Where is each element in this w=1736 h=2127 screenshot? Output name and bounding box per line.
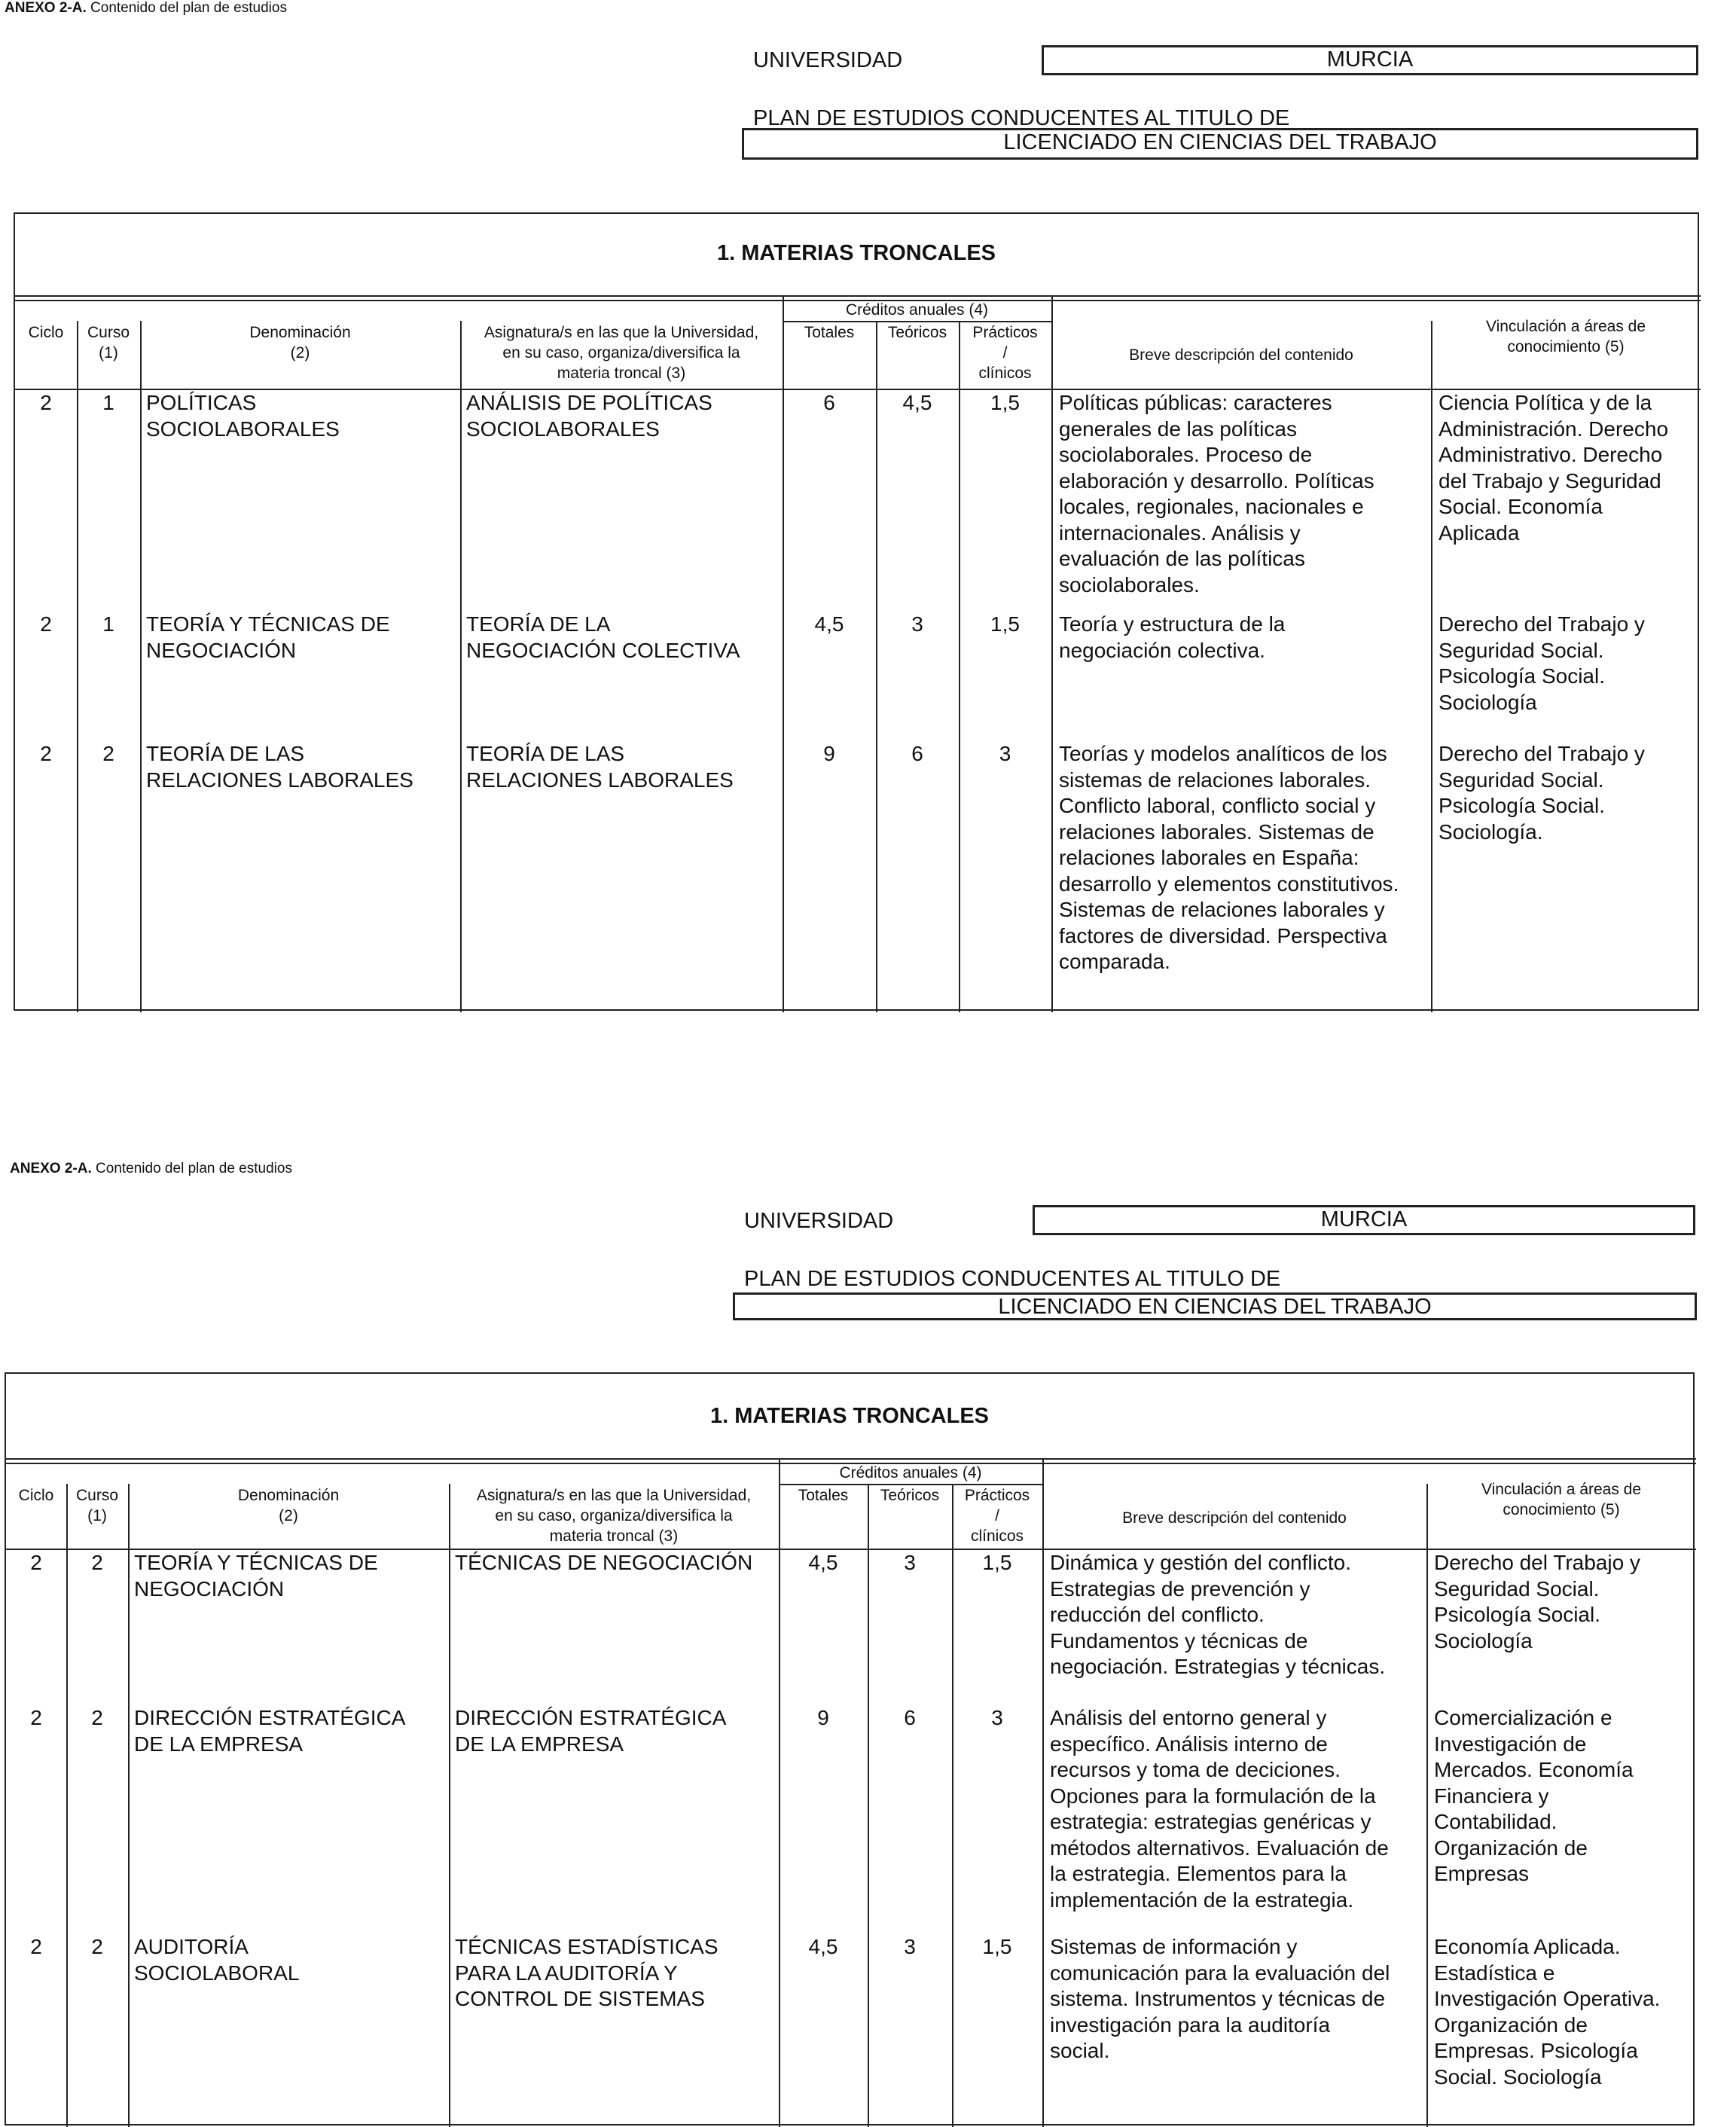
descripcion-cell-line: estrategia: estrategias genéricas y (1050, 1810, 1371, 1833)
teoricos-header: Teóricos (887, 324, 947, 341)
breve-descripcion-header: Breve descripción del contenido (1129, 346, 1353, 364)
column-divider (1431, 321, 1432, 1012)
curso-cell: 2 (102, 742, 114, 765)
ciclo-cell: 2 (30, 1706, 42, 1729)
totales-cell: 9 (823, 742, 835, 765)
asignatura-cell (466, 612, 776, 664)
descripcion-cell-line: sistema. Instrumentos y técnicas de (1050, 1987, 1386, 2010)
descripcion-cell-line: social. (1050, 2039, 1110, 2062)
vinculacion-cell-line: Derecho del Trabajo y (1439, 612, 1645, 636)
vinculacion-cell-line: Administrativo. Derecho (1439, 443, 1663, 466)
practicos-cell: 1,5 (990, 612, 1020, 636)
descripcion-cell (1059, 741, 1425, 975)
curso-header: Curso (87, 324, 130, 341)
denominacion-header: Denominación (249, 324, 351, 341)
vinculacion-cell-line: Seguridad Social. (1434, 1576, 1600, 1601)
vinculacion-cell-line: Financiera y (1434, 1784, 1549, 1808)
vinculacion-cell-line: Seguridad Social. (1439, 638, 1604, 662)
descripcion-cell-line: negociación colectiva. (1059, 638, 1265, 662)
practicos-header: clínicos (978, 365, 1032, 382)
denominacion-note: (2) (290, 344, 310, 362)
vinculacion-cell-line: Derecho del Trabajo y (1434, 1551, 1640, 1574)
asignatura-header: materia troncal (3) (549, 1527, 679, 1545)
ciclo-cell: 2 (40, 612, 52, 636)
curso-cell: 1 (102, 391, 114, 414)
vinculacion-cell-line: Administración. Derecho (1439, 417, 1669, 441)
section-title: 1. MATERIAS TRONCALES (716, 241, 996, 265)
anexo-description: Contenido del plan de estudios (90, 0, 287, 16)
header-rule (6, 1458, 1696, 1460)
vinculacion-cell-line: Organización de (1434, 2013, 1588, 2037)
descripcion-cell-line: factores de diversidad. Perspectiva (1059, 923, 1387, 948)
vinculacion-cell-line: Ciencia Política y de la (1439, 391, 1652, 414)
descripcion-cell (1050, 1934, 1420, 2064)
descripcion-cell-line: negociación. Estrategias y técnicas. (1050, 1655, 1386, 1678)
vinculacion-cell-line: del Trabajo y Seguridad (1439, 468, 1661, 493)
asignatura-cell (455, 1550, 773, 1576)
anexo-heading (5, 0, 287, 17)
asignatura-cell-line: TEORÍA DE LA (466, 612, 611, 636)
ciclo-cell: 2 (40, 742, 52, 765)
vinculacion-cell (1434, 1705, 1690, 1887)
descripcion-cell-line: reducción del conflicto. (1050, 1603, 1265, 1626)
vinculacion-cell-line: Organización de (1434, 1836, 1588, 1860)
vinculacion-cell-line: Investigación de (1434, 1732, 1587, 1756)
descripcion-cell-line: Teoría y estructura de la (1059, 612, 1286, 636)
practicos-header: Prácticos (972, 324, 1038, 341)
anexo-description: Contenido del plan de estudios (96, 1161, 292, 1176)
breve-descripcion-header: Breve descripción del contenido (1122, 1509, 1347, 1527)
asignatura-header: en su caso, organiza/diversifica la (502, 344, 740, 362)
column-divider (876, 321, 877, 1012)
practicos-cell: 3 (999, 742, 1011, 765)
descripcion-cell-line: la estrategia. Elementos para la (1050, 1862, 1347, 1885)
plan-label: PLAN DE ESTUDIOS CONDUCENTES AL TITULO DE (744, 1267, 1281, 1291)
vinculacion-cell-line: Social. Economía (1439, 495, 1603, 518)
descripcion-cell-line: métodos alternativos. Evaluación de (1050, 1836, 1389, 1860)
asignatura-cell-line: RELACIONES LABORALES (466, 767, 734, 792)
creditos-header: Créditos anuales (4) (839, 1464, 982, 1482)
materias-table (14, 212, 1699, 1011)
denominacion-cell-line: RELACIONES LABORALES (146, 767, 413, 792)
vinculacion-cell-line: Derecho del Trabajo y (1439, 742, 1645, 765)
teoricos-cell: 4,5 (902, 391, 932, 414)
vinculacion-cell-line: Aplicada (1439, 520, 1520, 545)
materias-table (5, 1372, 1695, 2125)
section-title: 1. MATERIAS TRONCALES (709, 1404, 990, 1428)
descripcion-cell-line: internacionales. Análisis y (1059, 520, 1301, 545)
descripcion-cell-line: elaboración y desarrollo. Políticas (1059, 468, 1374, 493)
descripcion-cell (1050, 1705, 1420, 1913)
practicos-cell: 1,5 (982, 1551, 1012, 1574)
descripcion-cell-line: Fundamentos y técnicas de (1050, 1628, 1308, 1652)
practicos-cell: 3 (991, 1706, 1003, 1729)
titulo-value: LICENCIADO EN CIENCIAS DEL TRABAJO (1003, 130, 1437, 154)
descripcion-cell-line: implementación de la estrategia. (1050, 1887, 1354, 1912)
vinculacion-cell-line: Empresas (1434, 1862, 1530, 1885)
totales-cell: 9 (817, 1706, 829, 1729)
descripcion-cell-line: recursos y toma de deciciones. (1050, 1758, 1341, 1781)
denominacion-header: Denominación (237, 1487, 340, 1504)
denominacion-cell (146, 741, 454, 793)
asignatura-cell (466, 741, 776, 793)
asignatura-cell-line: DIRECCIÓN ESTRATÉGICA (455, 1706, 727, 1729)
vinculacion-header: conocimiento (5) (1503, 1501, 1620, 1518)
vinculacion-cell-line: Psicología Social. (1439, 664, 1606, 688)
vinculacion-cell (1439, 612, 1695, 716)
denominacion-note: (2) (279, 1507, 298, 1524)
descripcion-cell-line: evaluación de las políticas (1059, 547, 1305, 570)
header-rule (15, 295, 1701, 297)
vinculacion-cell-line: Estadística e (1434, 1961, 1555, 1985)
descripcion-cell-line: investigación para la auditoría (1050, 2013, 1331, 2037)
curso-note: (1) (87, 1507, 107, 1524)
asignatura-header: en su caso, organiza/diversifica la (495, 1507, 733, 1524)
practicos-cell: 1,5 (982, 1935, 1012, 1958)
denominacion-cell-line: SOCIOLABORAL (134, 1961, 300, 1985)
descripcion-cell-line: comparada. (1059, 950, 1170, 973)
denominacion-cell (146, 612, 454, 664)
denominacion-cell-line: NEGOCIACIÓN (134, 1576, 285, 1601)
vinculacion-cell-line: Sociología. (1439, 819, 1543, 844)
descripcion-cell-line: Políticas públicas: caracteres (1059, 391, 1332, 414)
asignatura-header: materia troncal (3) (557, 365, 686, 382)
vinculacion-cell (1439, 390, 1695, 546)
column-divider (1426, 1484, 1428, 2127)
column-divider (959, 321, 960, 1012)
practicos-cell: 1,5 (990, 391, 1020, 414)
descripcion-cell (1059, 612, 1425, 664)
descripcion-cell-line: Teorías y modelos analíticos de los (1059, 742, 1387, 765)
totales-header: Totales (798, 1487, 849, 1504)
descripcion-cell-line: Dinámica y gestión del conflicto. (1050, 1551, 1351, 1574)
totales-cell: 4,5 (814, 612, 844, 636)
denominacion-cell (134, 1934, 443, 1986)
vinculacion-header: Vinculación a áreas de (1485, 318, 1646, 335)
universidad-label: UNIVERSIDAD (744, 1209, 894, 1233)
column-divider (1042, 1458, 1044, 2127)
asignatura-cell-line: TÉCNICAS DE NEGOCIACIÓN (455, 1551, 753, 1574)
column-divider (128, 1484, 130, 2127)
vinculacion-cell-line: Seguridad Social. (1439, 767, 1604, 792)
titulo-box (733, 1292, 1697, 1320)
universidad-box (1033, 1205, 1695, 1235)
curso-header: Curso (75, 1487, 119, 1504)
totales-cell: 4,5 (808, 1551, 838, 1574)
descripcion-cell-line: Estrategias de prevención y (1050, 1576, 1310, 1601)
teoricos-cell: 3 (904, 1551, 916, 1574)
universidad-value: MURCIA (1326, 47, 1414, 72)
column-divider (952, 1484, 953, 2127)
curso-cell: 2 (91, 1706, 103, 1729)
descripcion-cell-line: Sistemas de información y (1050, 1935, 1298, 1958)
asignatura-cell-line: TÉCNICAS ESTADÍSTICAS (455, 1935, 719, 1958)
practicos-header: / (1002, 344, 1008, 362)
descripcion-cell-line: comunicación para la evaluación del (1050, 1961, 1390, 1985)
universidad-value: MURCIA (1320, 1207, 1408, 1231)
ciclo-header: Ciclo (18, 1487, 54, 1504)
titulo-box (742, 128, 1698, 160)
practicos-header: Prácticos (964, 1487, 1030, 1504)
practicos-header: clínicos (970, 1527, 1024, 1545)
descripcion-cell-line: sociolaborales. (1059, 572, 1200, 597)
vinculacion-cell-line: Psicología Social. (1434, 1603, 1601, 1626)
descripcion-cell-line: desarrollo y elementos constitutivos. (1059, 871, 1399, 896)
column-divider (77, 321, 78, 1012)
universidad-label: UNIVERSIDAD (753, 48, 903, 72)
teoricos-cell: 6 (904, 1706, 916, 1729)
ciclo-cell: 2 (30, 1935, 42, 1958)
vinculacion-cell-line: Contabilidad. (1434, 1810, 1558, 1833)
asignatura-cell-line: NEGOCIACIÓN COLECTIVA (466, 638, 740, 662)
descripcion-cell-line: generales de las políticas (1059, 417, 1297, 441)
teoricos-header: Teóricos (880, 1487, 940, 1504)
asignatura-cell-line: DE LA EMPRESA (455, 1732, 624, 1756)
column-divider (460, 321, 462, 1012)
denominacion-cell-line: SOCIOLABORALES (146, 417, 340, 441)
asignatura-cell-line: CONTROL DE SISTEMAS (455, 1987, 705, 2010)
descripcion-cell (1050, 1550, 1420, 1680)
asignatura-cell (455, 1934, 773, 2013)
ciclo-header: Ciclo (28, 324, 64, 341)
ciclo-cell: 2 (30, 1551, 42, 1574)
vinculacion-cell (1434, 1550, 1690, 1654)
descripcion-cell-line: Sistemas de relaciones laborales y (1059, 898, 1385, 921)
denominacion-cell-line: DIRECCIÓN ESTRATÉGICA (134, 1706, 406, 1729)
descripcion-cell-line: sistemas de relaciones laborales. (1059, 767, 1371, 792)
vinculacion-cell-line: Empresas. Psicología (1434, 2039, 1638, 2062)
vinculacion-cell-line: Social. Sociología (1434, 2064, 1602, 2089)
creditos-header: Créditos anuales (4) (845, 301, 989, 319)
descripcion-cell-line: sociolaborales. Proceso de (1059, 443, 1313, 466)
denominacion-cell (134, 1550, 443, 1602)
asignatura-cell-line: TEORÍA DE LAS (466, 742, 625, 765)
column-divider (868, 1484, 869, 2127)
vinculacion-cell-line: Psicología Social. (1439, 794, 1606, 817)
curso-note: (1) (99, 344, 118, 362)
denominacion-cell-line: TEORÍA DE LAS (146, 742, 305, 765)
descripcion-cell-line: Opciones para la formulación de la (1050, 1784, 1376, 1808)
vinculacion-cell-line: Comercialización e (1434, 1706, 1612, 1729)
totales-cell: 6 (823, 391, 835, 414)
vinculacion-cell-line: Mercados. Economía (1434, 1758, 1634, 1781)
asignatura-cell (466, 390, 776, 442)
denominacion-cell-line: NEGOCIACIÓN (146, 638, 297, 662)
denominacion-cell-line: POLÍTICAS (146, 391, 257, 414)
curso-cell: 2 (91, 1551, 103, 1574)
curso-cell: 2 (91, 1935, 103, 1958)
plan-label: PLAN DE ESTUDIOS CONDUCENTES AL TITULO DE (753, 106, 1290, 130)
asignatura-cell (455, 1705, 773, 1757)
teoricos-cell: 3 (904, 1935, 916, 1958)
vinculacion-cell (1439, 741, 1695, 845)
denominacion-cell-line: AUDITORÍA (134, 1935, 249, 1958)
asignatura-cell-line: SOCIOLABORALES (466, 417, 660, 441)
anexo-label: ANEXO 2-A. (5, 0, 87, 16)
vinculacion-cell-line: Sociología (1439, 690, 1537, 714)
vinculacion-header: Vinculación a áreas de (1481, 1481, 1642, 1498)
column-divider (449, 1484, 450, 2127)
totales-header: Totales (804, 324, 855, 341)
anexo-heading (10, 1161, 292, 1177)
teoricos-cell: 3 (911, 612, 923, 636)
vinculacion-cell-line: Investigación Operativa. (1434, 1987, 1661, 2010)
column-divider (140, 321, 142, 1012)
ciclo-cell: 2 (40, 391, 52, 414)
anexo-label: ANEXO 2-A. (10, 1161, 92, 1176)
descripcion-cell-line: Análisis del entorno general y (1050, 1706, 1327, 1729)
denominacion-cell (134, 1705, 443, 1757)
titulo-value: LICENCIADO EN CIENCIAS DEL TRABAJO (998, 1295, 1432, 1319)
descripcion-cell (1059, 390, 1425, 598)
descripcion-cell-line: específico. Análisis interno de (1050, 1732, 1328, 1756)
denominacion-cell-line: TEORÍA Y TÉCNICAS DE (134, 1551, 378, 1574)
column-divider (1051, 295, 1053, 1012)
teoricos-cell: 6 (911, 742, 923, 765)
vinculacion-header: conocimiento (5) (1507, 338, 1625, 356)
descripcion-cell-line: locales, regionales, nacionales e (1059, 495, 1364, 518)
asignatura-cell-line: PARA LA AUDITORÍA Y (455, 1961, 678, 1985)
asignatura-header: Asignatura/s en las que la Universidad, (476, 1487, 752, 1504)
denominacion-cell-line: TEORÍA Y TÉCNICAS DE (146, 612, 390, 636)
descripcion-cell-line: relaciones laborales. Sistemas de (1059, 819, 1374, 844)
curso-cell: 1 (102, 612, 114, 636)
universidad-box (1042, 45, 1698, 75)
vinculacion-cell-line: Economía Aplicada. (1434, 1935, 1621, 1958)
descripcion-cell-line: relaciones laborales en España: (1059, 846, 1359, 869)
descripcion-cell-line: Conflicto laboral, conflicto social y (1059, 794, 1376, 817)
practicos-header: / (995, 1507, 999, 1524)
totales-cell: 4,5 (808, 1935, 838, 1958)
asignatura-cell-line: ANÁLISIS DE POLÍTICAS (466, 391, 712, 414)
vinculacion-cell (1434, 1934, 1690, 2090)
asignatura-header: Asignatura/s en las que la Universidad, (484, 324, 759, 341)
vinculacion-cell-line: Sociología (1434, 1628, 1533, 1652)
denominacion-cell-line: DE LA EMPRESA (134, 1732, 304, 1756)
denominacion-cell (146, 390, 454, 442)
column-divider (66, 1484, 68, 2127)
